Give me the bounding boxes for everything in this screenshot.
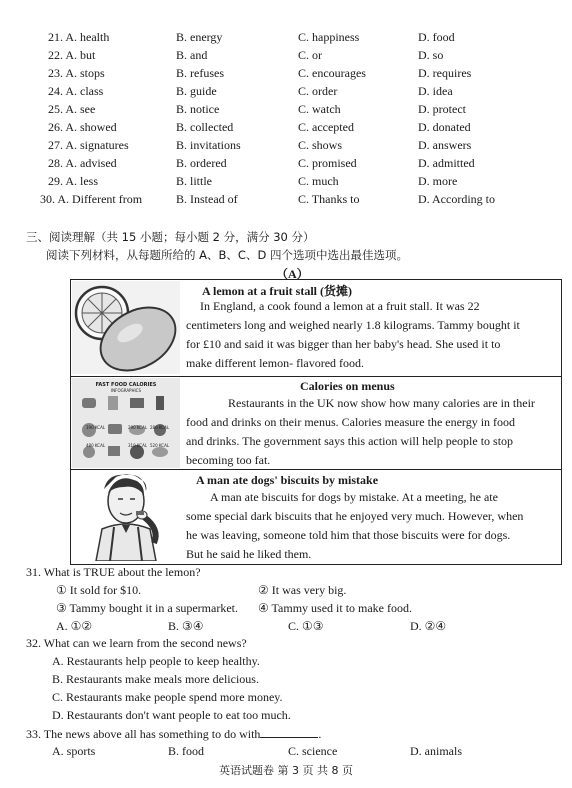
answer-blank bbox=[260, 726, 318, 738]
news-body-biscuits bbox=[186, 488, 554, 564]
kcal-label: 480 KCAL bbox=[86, 443, 106, 448]
option-a: 23. A. stops bbox=[48, 66, 105, 80]
kcal-label: 310 KCAL bbox=[128, 443, 148, 448]
option-d: D. donated bbox=[418, 120, 471, 134]
section-instruction: 阅读下列材料，从每题所给的 A、B、C、D 四个选项中选出最佳选项。 bbox=[46, 248, 408, 262]
option-c: C. Thanks to bbox=[298, 192, 360, 206]
option-d: D. According to bbox=[418, 192, 495, 206]
kcal-label: 280 KCAL bbox=[150, 425, 170, 430]
option-a: 25. A. see bbox=[48, 102, 96, 116]
option-a: 28. A. advised bbox=[48, 156, 117, 170]
choice-a: A. sports bbox=[52, 744, 96, 758]
choice-b: B. ③④ bbox=[168, 619, 204, 633]
option-row-30 bbox=[0, 192, 572, 210]
news-title-biscuits: A man ate dogs' biscuits by mistake bbox=[196, 473, 379, 487]
text-line: Restaurants in the UK now show how many calories are in their bbox=[228, 396, 535, 410]
news-title-calories: Calories on menus bbox=[300, 379, 395, 393]
text-line: food and drinks on their menus. Calories measure the energy in food bbox=[186, 415, 516, 429]
option-row-26 bbox=[0, 120, 572, 138]
question-33-stem bbox=[26, 726, 321, 742]
question-33-end: . bbox=[318, 727, 322, 741]
option-row-24 bbox=[0, 84, 572, 102]
question-33-text: 33. The news above all has something to do with bbox=[26, 727, 261, 741]
option-c: C. order bbox=[298, 84, 338, 98]
option-row-21 bbox=[0, 30, 572, 48]
statement-4: ④ Tammy used it to make food. bbox=[258, 601, 413, 615]
option-d: D. so bbox=[418, 48, 444, 62]
option-c: C. shows bbox=[298, 138, 343, 152]
text-line: for £10 and said it was bigger than her baby's head. She used it to bbox=[186, 337, 501, 351]
option-a: 22. A. but bbox=[48, 48, 96, 62]
option-c: C. watch bbox=[298, 102, 341, 116]
option-a: 27. A. signatures bbox=[48, 138, 129, 152]
option-row-27 bbox=[0, 138, 572, 156]
statement-3: ③ Tammy bought it in a supermarket. bbox=[56, 601, 238, 615]
question-32-stem: 32. What can we learn from the second news? bbox=[26, 636, 247, 650]
option-c: C. encourages bbox=[298, 66, 366, 80]
kcal-label: 190 KCAL bbox=[86, 425, 106, 430]
option-c: C. promised bbox=[298, 156, 357, 170]
text-line: becoming too fat. bbox=[186, 453, 271, 467]
passage-label: （A） bbox=[276, 267, 309, 281]
option-b: B. invitations bbox=[176, 138, 241, 152]
option-d: D. answers bbox=[418, 138, 472, 152]
choice-c: C. ①③ bbox=[288, 619, 324, 633]
man-eating-illustration bbox=[74, 471, 178, 561]
kcal-label: 520 KCAL bbox=[150, 443, 170, 448]
section-title: 三、阅读理解（共 15 小题；每小题 2 分，满分 30 分） bbox=[26, 230, 315, 244]
option-a: 26. A. showed bbox=[48, 120, 117, 134]
option-b: B. Instead of bbox=[176, 192, 238, 206]
choice-c: C. Restaurants make people spend more money. bbox=[52, 690, 283, 704]
kcal-label: 290 KCAL bbox=[128, 425, 148, 430]
choice-c: C. science bbox=[288, 744, 338, 758]
option-b: B. ordered bbox=[176, 156, 227, 170]
option-b: B. guide bbox=[176, 84, 217, 98]
option-d: D. protect bbox=[418, 102, 466, 116]
option-b: B. collected bbox=[176, 120, 234, 134]
text-line: In England, a cook found a lemon at a fruit stall. It was 22 bbox=[200, 299, 480, 313]
option-c: C. much bbox=[298, 174, 339, 188]
option-a: 21. A. health bbox=[48, 30, 110, 44]
text-line: But he said he liked them. bbox=[186, 547, 312, 561]
statement-2: ② It was very big. bbox=[258, 583, 347, 597]
option-a: 24. A. class bbox=[48, 84, 104, 98]
option-a: 30. A. Different from bbox=[40, 192, 143, 206]
choice-b: B. food bbox=[168, 744, 204, 758]
text-line: A man ate biscuits for dogs by mistake. At a meeting, he ate bbox=[210, 490, 498, 504]
choice-d: D. animals bbox=[410, 744, 462, 758]
text-line: some special dark biscuits that he enjoyed very much. However, when bbox=[186, 509, 524, 523]
text-line: make different lemon- flavored food. bbox=[186, 356, 365, 370]
option-d: D. idea bbox=[418, 84, 453, 98]
option-b: B. and bbox=[176, 48, 208, 62]
choice-b: B. Restaurants make meals more delicious. bbox=[52, 672, 259, 686]
option-c: C. accepted bbox=[298, 120, 354, 134]
option-d: D. food bbox=[418, 30, 455, 44]
question-31-stem: 31. What is TRUE about the lemon? bbox=[26, 565, 201, 579]
choice-a: A. ①② bbox=[56, 619, 93, 633]
option-b: B. refuses bbox=[176, 66, 224, 80]
divider bbox=[70, 376, 561, 377]
infographic-subheader: INFOGRAPHICS bbox=[110, 388, 141, 393]
calories-infographic bbox=[72, 378, 180, 468]
choice-a: A. Restaurants help people to keep healthy. bbox=[52, 654, 260, 668]
text-line: and drinks. The government says this action will help people to stop bbox=[186, 434, 514, 448]
option-d: D. more bbox=[418, 174, 458, 188]
option-c: C. happiness bbox=[298, 30, 360, 44]
option-row-29 bbox=[0, 174, 572, 192]
option-b: B. notice bbox=[176, 102, 220, 116]
option-b: B. little bbox=[176, 174, 212, 188]
option-row-22 bbox=[0, 48, 572, 66]
option-c: C. or bbox=[298, 48, 322, 62]
text-line: centimeters long and weighed nearly 1.8 kilograms. Tammy bought it bbox=[186, 318, 520, 332]
option-row-23 bbox=[0, 66, 572, 84]
page-footer: 英语试题卷 第 3 页 共 8 页 bbox=[219, 764, 353, 777]
lemon-illustration bbox=[72, 281, 180, 374]
news-title-lemon: A lemon at a fruit stall (货摊) bbox=[202, 284, 352, 298]
option-row-28 bbox=[0, 156, 572, 174]
option-row-25 bbox=[0, 102, 572, 120]
choice-d: D. Restaurants don't want people to eat too much. bbox=[52, 708, 291, 722]
statement-1: ① It sold for $10. bbox=[56, 583, 142, 597]
option-d: D. admitted bbox=[418, 156, 475, 170]
news-body-lemon bbox=[186, 297, 554, 373]
text-line: he was leaving, someone told him that those biscuits were for dogs. bbox=[186, 528, 511, 542]
choice-d: D. ②④ bbox=[410, 619, 447, 633]
news-body-calories bbox=[186, 394, 554, 470]
option-d: D. requires bbox=[418, 66, 472, 80]
option-b: B. energy bbox=[176, 30, 223, 44]
infographic-header: FAST FOOD CALORIES bbox=[95, 382, 157, 388]
option-a: 29. A. less bbox=[48, 174, 99, 188]
